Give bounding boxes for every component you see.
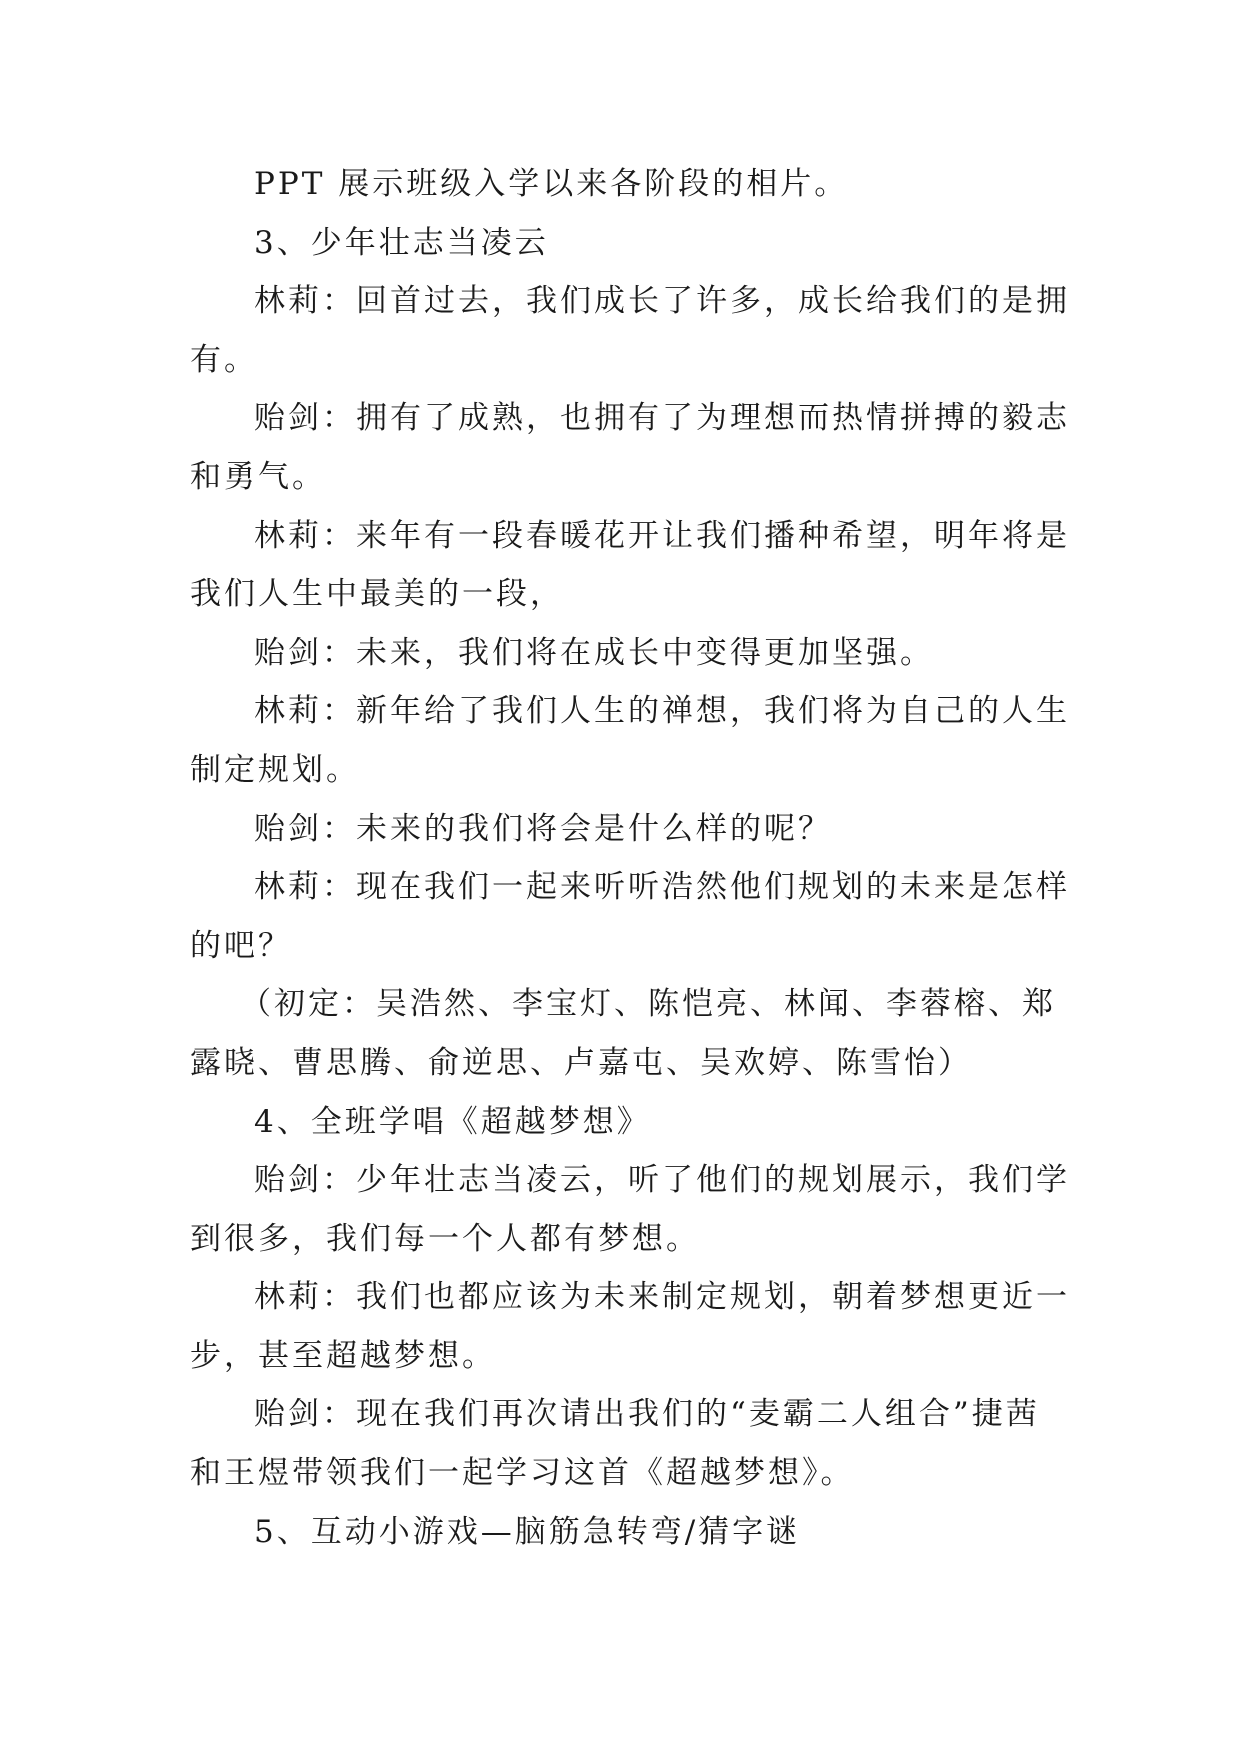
dialogue-line: 贻剑：未来的我们将会是什么样的呢？ bbox=[254, 810, 832, 847]
section-heading-4: 4、全班学唱《超越梦想》 bbox=[254, 1103, 651, 1140]
dialogue-line: 贻剑：少年壮志当凌云，听了他们的规划展示，我们学到很多，我们每一个人都有梦想。 bbox=[190, 1162, 1070, 1257]
section-heading-3: 3、少年壮志当凌云 bbox=[254, 224, 549, 261]
dialogue-line: 林莉：我们也都应该为未来制定规划，朝着梦想更近一步，甚至超越梦想。 bbox=[190, 1279, 1070, 1374]
dialogue-line: 林莉：现在我们一起来听听浩然他们规划的未来是怎样的吧？ bbox=[190, 869, 1070, 964]
dialogue-line: 林莉：回首过去，我们成长了许多，成长给我们的是拥有。 bbox=[190, 283, 1070, 378]
dialogue-line: 贻剑：现在我们再次请出我们的“麦霸二人组合”捷茜和王煜带领我们一起学习这首《超越梦想》。 bbox=[190, 1396, 1040, 1492]
participants-note: （初定：吴浩然、李宝灯、陈恺亮、林闻、李蓉榕、郑露晓、曹思腾、俞逆思、卢嘉屯、吴欢婷、陈雪怡） bbox=[190, 986, 1056, 1081]
section-heading-5: 5、互动小游戏—脑筋急转弯/猜字谜 bbox=[254, 1513, 801, 1550]
document-body bbox=[190, 155, 1070, 1561]
dialogue-line: 林莉：来年有一段春暖花开让我们播种希望，明年将是我们人生中最美的一段， bbox=[190, 517, 1070, 613]
paragraph-ppt-photos: PPT 展示班级入学以来各阶段的相片。 bbox=[254, 166, 849, 202]
dialogue-line: 林莉：新年给了我们人生的禅想，我们将为自己的人生制定规划。 bbox=[190, 693, 1070, 788]
dialogue-line: 贻剑：拥有了成熟，也拥有了为理想而热情拼搏的毅志和勇气。 bbox=[190, 400, 1070, 495]
dialogue-line: 贻剑：未来，我们将在成长中变得更加坚强。 bbox=[254, 634, 934, 671]
